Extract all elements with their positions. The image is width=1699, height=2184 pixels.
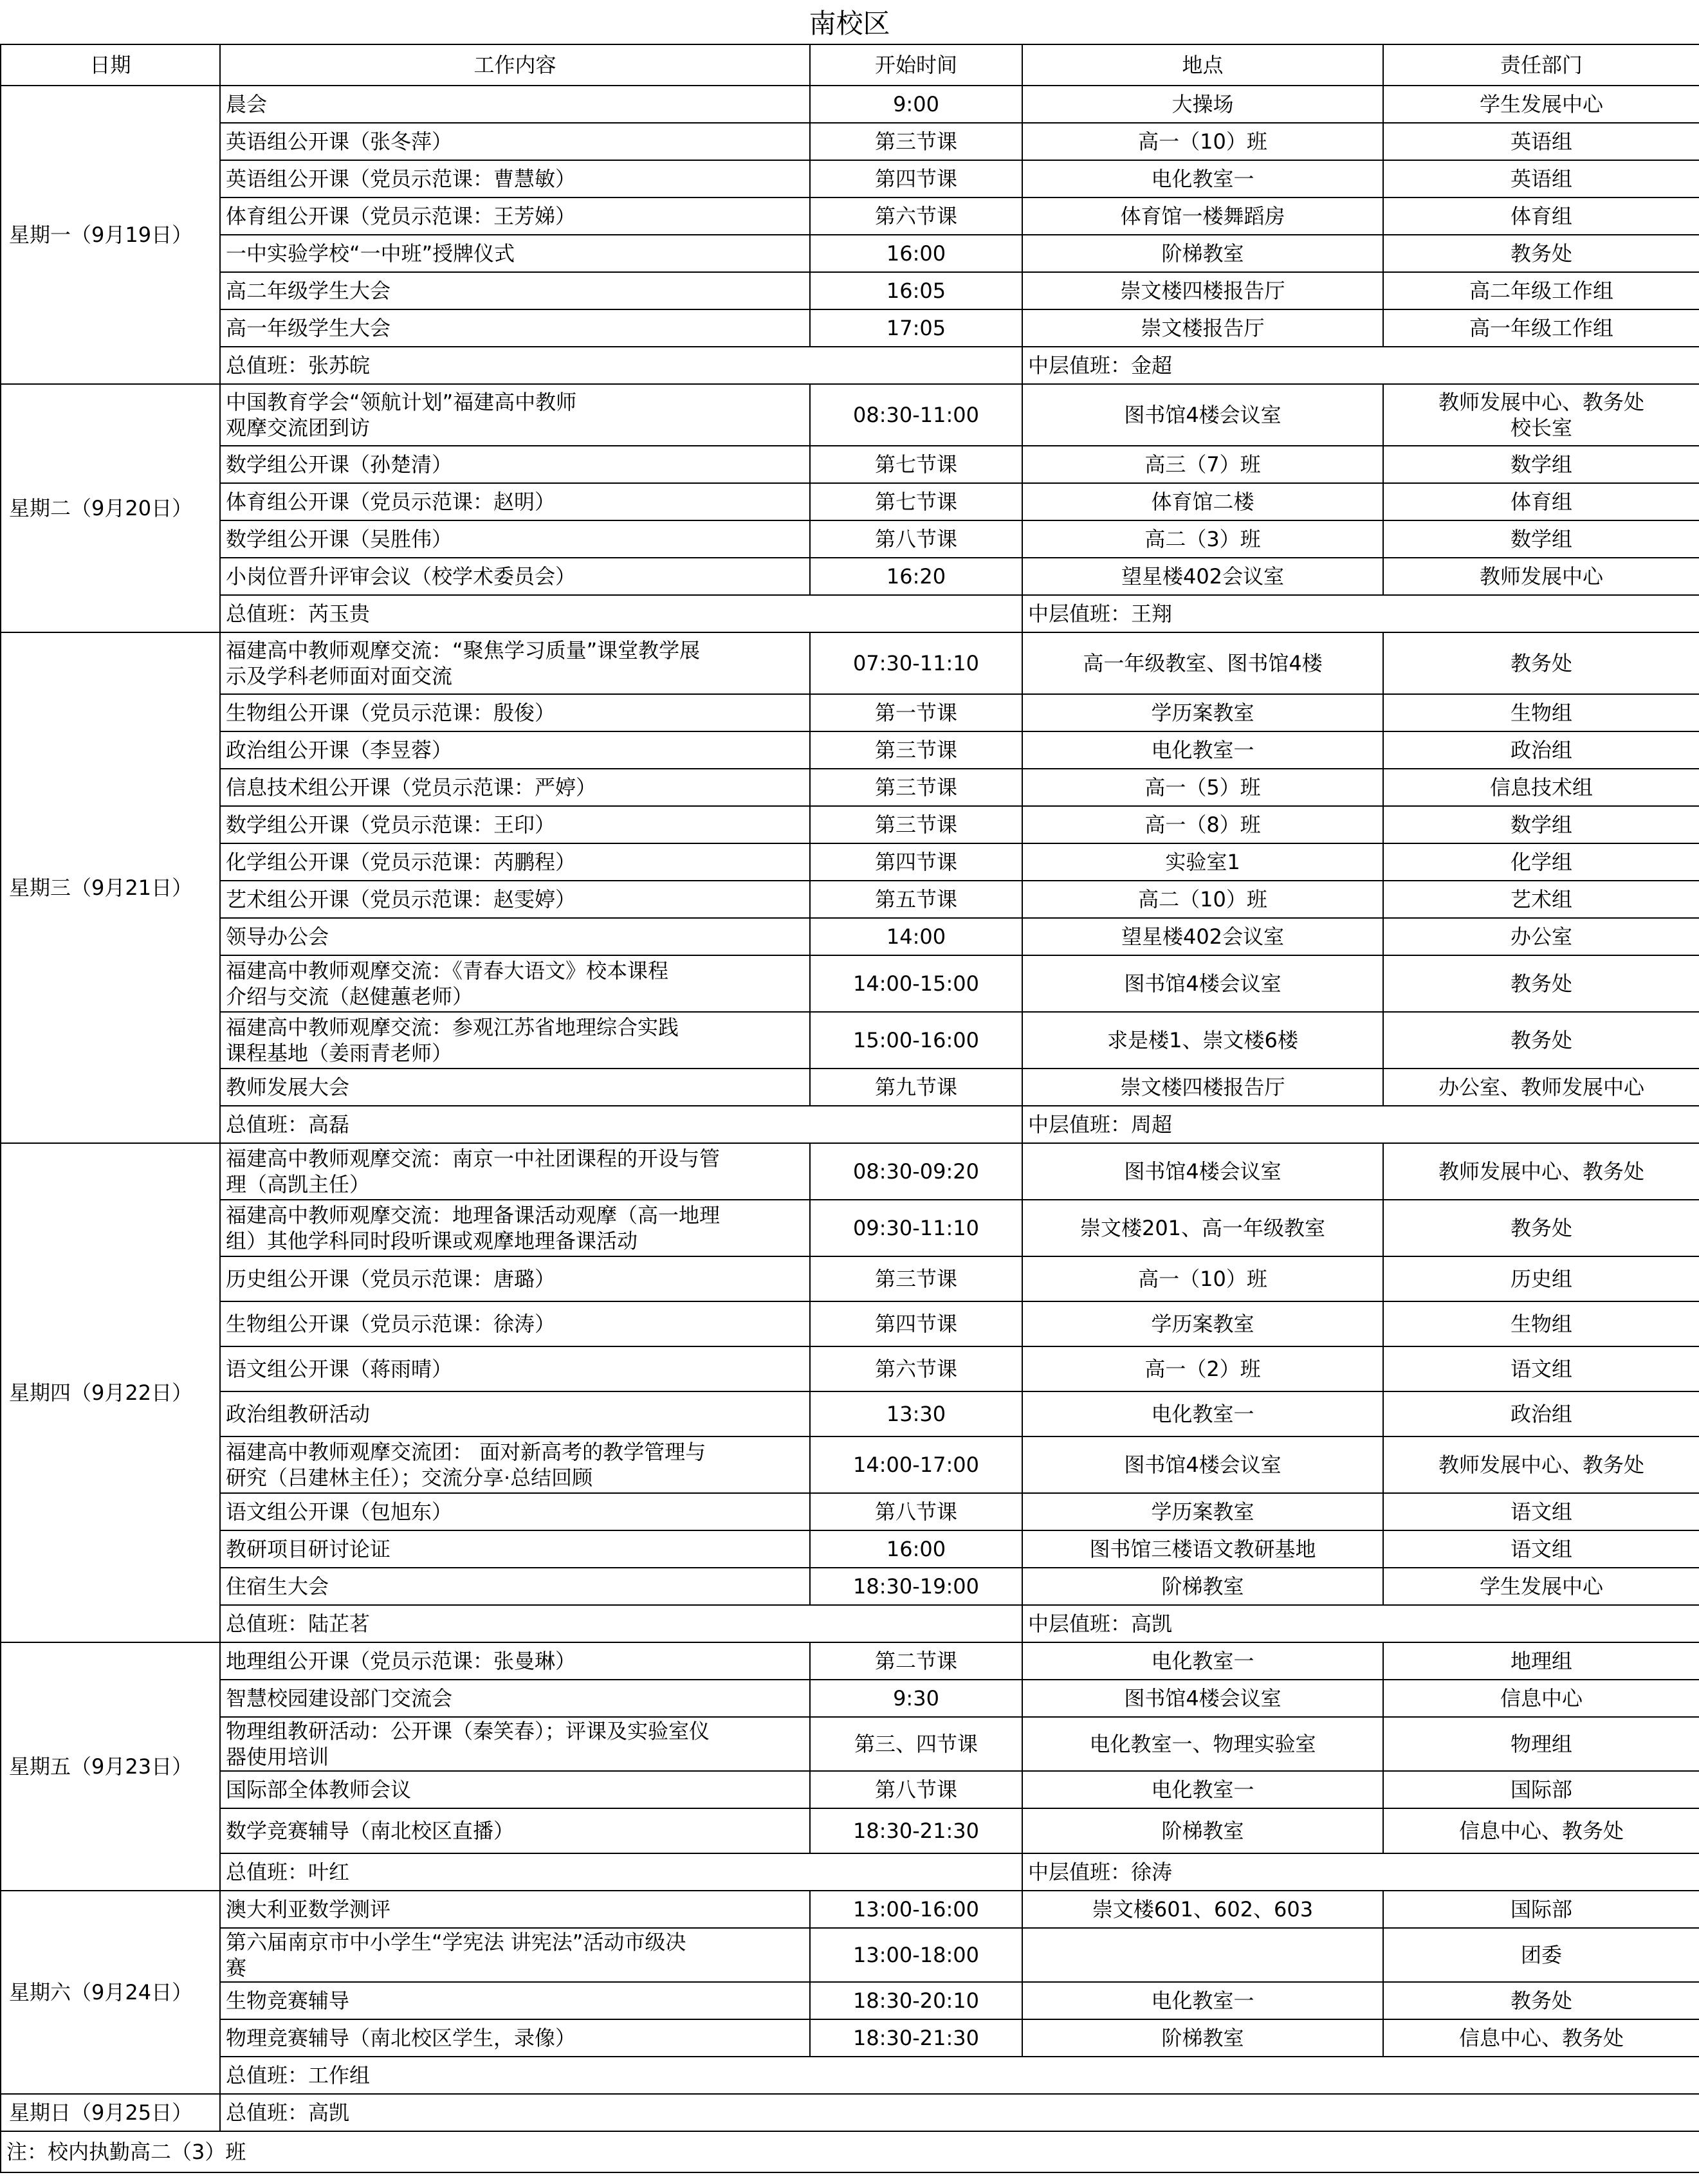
table-row bbox=[1, 731, 1699, 769]
event-time: 08:30-09:20 bbox=[810, 1143, 1022, 1200]
event-dept: 信息中心 bbox=[1383, 1680, 1699, 1717]
event-time: 16:00 bbox=[810, 1530, 1022, 1568]
table-row bbox=[1, 1530, 1699, 1568]
duty-row bbox=[1, 595, 1699, 632]
event-place: 图书馆4楼会议室 bbox=[1022, 384, 1383, 446]
event-dept: 教务处 bbox=[1383, 235, 1699, 272]
event-place: 学历案教室 bbox=[1022, 1301, 1383, 1346]
day-label: 星期六（9月24日） bbox=[1, 1891, 220, 2094]
event-dept: 体育组 bbox=[1383, 197, 1699, 235]
table-row bbox=[1, 1642, 1699, 1680]
event-place: 高一（8）班 bbox=[1022, 806, 1383, 843]
event-place: 电化教室一 bbox=[1022, 1642, 1383, 1680]
table-row bbox=[1, 1069, 1699, 1106]
event-content: 住宿生大会 bbox=[220, 1568, 810, 1605]
schedule-body bbox=[1, 86, 1699, 2131]
table-row bbox=[1, 86, 1699, 123]
event-place: 电化教室一 bbox=[1022, 1771, 1383, 1808]
event-time: 14:00 bbox=[810, 918, 1022, 955]
event-place: 体育馆二楼 bbox=[1022, 483, 1383, 520]
event-time: 第三、四节课 bbox=[810, 1717, 1022, 1771]
table-row bbox=[1, 520, 1699, 558]
event-dept: 办公室、教师发展中心 bbox=[1383, 1069, 1699, 1106]
event-place: 崇文楼报告厅 bbox=[1022, 309, 1383, 347]
event-content: 一中实验学校“一中班”授牌仪式 bbox=[220, 235, 810, 272]
event-dept: 政治组 bbox=[1383, 1391, 1699, 1436]
event-content: 数学竞赛辅导（南北校区直播） bbox=[220, 1808, 810, 1853]
event-time: 第四节课 bbox=[810, 160, 1022, 197]
event-dept: 英语组 bbox=[1383, 123, 1699, 160]
header-row bbox=[1, 44, 1699, 86]
event-dept: 教师发展中心、教务处 校长室 bbox=[1383, 384, 1699, 446]
event-content: 领导办公会 bbox=[220, 918, 810, 955]
day-label: 星期二（9月20日） bbox=[1, 384, 220, 632]
event-content: 第六届南京市中小学生“学宪法 讲宪法”活动市级决 赛 bbox=[220, 1928, 810, 1982]
event-time: 第八节课 bbox=[810, 1771, 1022, 1808]
event-time: 18:30-21:30 bbox=[810, 2019, 1022, 2057]
event-dept: 教务处 bbox=[1383, 1982, 1699, 2019]
event-time: 18:30-20:10 bbox=[810, 1982, 1022, 2019]
duty-middle: 中层值班：周超 bbox=[1022, 1106, 1699, 1143]
header-date: 日期 bbox=[1, 44, 220, 86]
duty-middle: 中层值班：金超 bbox=[1022, 347, 1699, 384]
event-content: 福建高中教师观摩交流：《青春大语文》校本课程 介绍与交流（赵健蕙老师） bbox=[220, 955, 810, 1012]
table-row bbox=[1, 1891, 1699, 1928]
event-content: 福建高中教师观摩交流：参观江苏省地理综合实践 课程基地（姜雨青老师） bbox=[220, 1012, 810, 1069]
table-row bbox=[1, 806, 1699, 843]
event-dept: 语文组 bbox=[1383, 1530, 1699, 1568]
event-place: 学历案教室 bbox=[1022, 694, 1383, 731]
event-content: 澳大利亚数学测评 bbox=[220, 1891, 810, 1928]
header-dept: 责任部门 bbox=[1383, 44, 1699, 86]
event-time: 14:00-15:00 bbox=[810, 955, 1022, 1012]
event-dept: 教师发展中心、教务处 bbox=[1383, 1436, 1699, 1493]
event-place: 高二（3）班 bbox=[1022, 520, 1383, 558]
table-row bbox=[1, 384, 1699, 446]
duty-row bbox=[1, 1605, 1699, 1642]
event-time: 18:30-21:30 bbox=[810, 1808, 1022, 1853]
event-dept: 体育组 bbox=[1383, 483, 1699, 520]
event-place: 崇文楼201、高一年级教室 bbox=[1022, 1200, 1383, 1256]
schedule-table bbox=[0, 44, 1699, 2173]
table-row bbox=[1, 1982, 1699, 2019]
event-content: 英语组公开课（党员示范课：曹慧敏） bbox=[220, 160, 810, 197]
table-row bbox=[1, 1680, 1699, 1717]
event-place: 崇文楼601、602、603 bbox=[1022, 1891, 1383, 1928]
event-place: 电化教室一、物理实验室 bbox=[1022, 1717, 1383, 1771]
table-row bbox=[1, 160, 1699, 197]
table-row bbox=[1, 1808, 1699, 1853]
duty-middle: 中层值班：王翔 bbox=[1022, 595, 1699, 632]
event-place: 高一（5）班 bbox=[1022, 769, 1383, 806]
event-time: 9:00 bbox=[810, 86, 1022, 123]
event-place: 图书馆4楼会议室 bbox=[1022, 1436, 1383, 1493]
table-row bbox=[1, 918, 1699, 955]
day-label: 星期四（9月22日） bbox=[1, 1143, 220, 1642]
table-row bbox=[1, 1301, 1699, 1346]
event-content: 政治组公开课（李昱蓉） bbox=[220, 731, 810, 769]
event-time: 13:00-16:00 bbox=[810, 1891, 1022, 1928]
event-dept: 国际部 bbox=[1383, 1771, 1699, 1808]
event-time: 09:30-11:10 bbox=[810, 1200, 1022, 1256]
event-content: 福建高中教师观摩交流：地理备课活动观摩（高一地理 组）其他学科同时段听课或观摩地理备课活动 bbox=[220, 1200, 810, 1256]
event-dept: 教务处 bbox=[1383, 1200, 1699, 1256]
duty-general: 总值班：张苏皖 bbox=[220, 347, 1022, 384]
event-content: 生物竞赛辅导 bbox=[220, 1982, 810, 2019]
event-time: 13:00-18:00 bbox=[810, 1928, 1022, 1982]
table-row bbox=[1, 235, 1699, 272]
event-content: 化学组公开课（党员示范课：芮鹏程） bbox=[220, 843, 810, 881]
duty-row bbox=[1, 2094, 1699, 2131]
event-place: 图书馆4楼会议室 bbox=[1022, 1143, 1383, 1200]
event-dept: 艺术组 bbox=[1383, 881, 1699, 918]
event-dept: 办公室 bbox=[1383, 918, 1699, 955]
event-content: 信息技术组公开课（党员示范课：严婷） bbox=[220, 769, 810, 806]
duty-general: 总值班：陆芷茗 bbox=[220, 1605, 1022, 1642]
event-dept: 教务处 bbox=[1383, 1012, 1699, 1069]
event-place: 实验室1 bbox=[1022, 843, 1383, 881]
event-time: 16:05 bbox=[810, 272, 1022, 309]
table-row bbox=[1, 558, 1699, 595]
event-content: 福建高中教师观摩交流：“聚焦学习质量”课堂教学展 示及学科老师面对面交流 bbox=[220, 632, 810, 694]
event-content: 中国教育学会“领航计划”福建高中教师 观摩交流团到访 bbox=[220, 384, 810, 446]
table-row bbox=[1, 1200, 1699, 1256]
table-row bbox=[1, 309, 1699, 347]
event-content: 地理组公开课（党员示范课：张曼琳） bbox=[220, 1642, 810, 1680]
event-time: 14:00-17:00 bbox=[810, 1436, 1022, 1493]
event-place: 图书馆三楼语文教研基地 bbox=[1022, 1530, 1383, 1568]
event-dept: 语文组 bbox=[1383, 1493, 1699, 1530]
event-content: 物理组教研活动：公开课（秦笑春）；评课及实验室仪 器使用培训 bbox=[220, 1717, 810, 1771]
event-time: 第七节课 bbox=[810, 483, 1022, 520]
day-label: 星期五（9月23日） bbox=[1, 1642, 220, 1891]
duty-general: 总值班：高凯 bbox=[220, 2094, 1699, 2131]
event-content: 教研项目研讨论证 bbox=[220, 1530, 810, 1568]
event-time: 16:20 bbox=[810, 558, 1022, 595]
event-dept: 高一年级工作组 bbox=[1383, 309, 1699, 347]
event-dept: 学生发展中心 bbox=[1383, 1568, 1699, 1605]
table-row bbox=[1, 1012, 1699, 1069]
duty-general: 总值班：工作组 bbox=[220, 2057, 1699, 2094]
day-label: 星期日（9月25日） bbox=[1, 2094, 220, 2131]
event-place: 阶梯教室 bbox=[1022, 235, 1383, 272]
event-time: 第三节课 bbox=[810, 806, 1022, 843]
event-time: 第四节课 bbox=[810, 843, 1022, 881]
event-dept: 数学组 bbox=[1383, 446, 1699, 483]
table-row bbox=[1, 881, 1699, 918]
event-time: 第三节课 bbox=[810, 731, 1022, 769]
event-time: 第七节课 bbox=[810, 446, 1022, 483]
event-time: 第四节课 bbox=[810, 1301, 1022, 1346]
day-label: 星期一（9月19日） bbox=[1, 86, 220, 384]
day-label: 星期三（9月21日） bbox=[1, 632, 220, 1143]
event-dept: 教务处 bbox=[1383, 632, 1699, 694]
duty-general: 总值班：叶红 bbox=[220, 1853, 1022, 1891]
event-place: 学历案教室 bbox=[1022, 1493, 1383, 1530]
event-content: 语文组公开课（蒋雨晴） bbox=[220, 1346, 810, 1391]
event-dept: 生物组 bbox=[1383, 1301, 1699, 1346]
event-content: 福建高中教师观摩交流团： 面对新高考的教学管理与 研究（吕建林主任）；交流分享·总结回顾 bbox=[220, 1436, 810, 1493]
table-row bbox=[1, 694, 1699, 731]
table-row bbox=[1, 1928, 1699, 1982]
event-place: 图书馆4楼会议室 bbox=[1022, 1680, 1383, 1717]
event-time: 第六节课 bbox=[810, 1346, 1022, 1391]
table-row bbox=[1, 1436, 1699, 1493]
event-content: 福建高中教师观摩交流：南京一中社团课程的开设与管 理（高凯主任） bbox=[220, 1143, 810, 1200]
event-time: 16:00 bbox=[810, 235, 1022, 272]
event-time: 18:30-19:00 bbox=[810, 1568, 1022, 1605]
event-place: 崇文楼四楼报告厅 bbox=[1022, 272, 1383, 309]
event-time: 第八节课 bbox=[810, 1493, 1022, 1530]
table-row bbox=[1, 1256, 1699, 1301]
event-content: 物理竞赛辅导（南北校区学生，录像） bbox=[220, 2019, 810, 2057]
event-dept: 数学组 bbox=[1383, 806, 1699, 843]
event-dept: 物理组 bbox=[1383, 1717, 1699, 1771]
event-content: 国际部全体教师会议 bbox=[220, 1771, 810, 1808]
event-dept: 高二年级工作组 bbox=[1383, 272, 1699, 309]
table-row bbox=[1, 1568, 1699, 1605]
duty-general: 总值班：高磊 bbox=[220, 1106, 1022, 1143]
table-row bbox=[1, 2019, 1699, 2057]
event-content: 艺术组公开课（党员示范课：赵雯婷） bbox=[220, 881, 810, 918]
event-place: 高三（7）班 bbox=[1022, 446, 1383, 483]
table-row bbox=[1, 272, 1699, 309]
event-dept: 数学组 bbox=[1383, 520, 1699, 558]
table-row bbox=[1, 1771, 1699, 1808]
duty-row bbox=[1, 2057, 1699, 2094]
event-time: 15:00-16:00 bbox=[810, 1012, 1022, 1069]
event-place: 电化教室一 bbox=[1022, 1982, 1383, 2019]
table-row bbox=[1, 1493, 1699, 1530]
event-content: 数学组公开课（孙楚清） bbox=[220, 446, 810, 483]
duty-row bbox=[1, 1106, 1699, 1143]
duty-row bbox=[1, 1853, 1699, 1891]
event-content: 生物组公开课（党员示范课：徐涛） bbox=[220, 1301, 810, 1346]
duty-middle: 中层值班：高凯 bbox=[1022, 1605, 1699, 1642]
event-place: 高一（2）班 bbox=[1022, 1346, 1383, 1391]
event-place bbox=[1022, 1928, 1383, 1982]
event-content: 生物组公开课（党员示范课：殷俊） bbox=[220, 694, 810, 731]
event-content: 语文组公开课（包旭东） bbox=[220, 1493, 810, 1530]
event-place: 求是楼1、崇文楼6楼 bbox=[1022, 1012, 1383, 1069]
event-time: 07:30-11:10 bbox=[810, 632, 1022, 694]
event-content: 小岗位晋升评审会议（校学术委员会） bbox=[220, 558, 810, 595]
event-time: 第六节课 bbox=[810, 197, 1022, 235]
table-row bbox=[1, 197, 1699, 235]
event-dept: 教务处 bbox=[1383, 955, 1699, 1012]
header-time: 开始时间 bbox=[810, 44, 1022, 86]
event-place: 阶梯教室 bbox=[1022, 2019, 1383, 2057]
event-place: 阶梯教室 bbox=[1022, 1568, 1383, 1605]
event-dept: 学生发展中心 bbox=[1383, 86, 1699, 123]
event-content: 英语组公开课（张冬萍） bbox=[220, 123, 810, 160]
event-content: 数学组公开课（党员示范课：王印） bbox=[220, 806, 810, 843]
event-dept: 国际部 bbox=[1383, 1891, 1699, 1928]
event-content: 晨会 bbox=[220, 86, 810, 123]
duty-general: 总值班：芮玉贵 bbox=[220, 595, 1022, 632]
table-row bbox=[1, 769, 1699, 806]
event-time: 第五节课 bbox=[810, 881, 1022, 918]
footer-note: 注：校内执勤高二（3）班 bbox=[1, 2131, 1699, 2172]
duty-middle: 中层值班：徐涛 bbox=[1022, 1853, 1699, 1891]
event-place: 图书馆4楼会议室 bbox=[1022, 955, 1383, 1012]
table-row bbox=[1, 1143, 1699, 1200]
event-place: 望星楼402会议室 bbox=[1022, 918, 1383, 955]
event-place: 阶梯教室 bbox=[1022, 1808, 1383, 1853]
event-dept: 团委 bbox=[1383, 1928, 1699, 1982]
event-dept: 信息中心、教务处 bbox=[1383, 1808, 1699, 1853]
table-row bbox=[1, 843, 1699, 881]
event-dept: 信息中心、教务处 bbox=[1383, 2019, 1699, 2057]
table-row bbox=[1, 483, 1699, 520]
event-place: 崇文楼四楼报告厅 bbox=[1022, 1069, 1383, 1106]
event-dept: 教师发展中心 bbox=[1383, 558, 1699, 595]
event-place: 高二（10）班 bbox=[1022, 881, 1383, 918]
event-content: 数学组公开课（吴胜伟） bbox=[220, 520, 810, 558]
event-place: 电化教室一 bbox=[1022, 1391, 1383, 1436]
event-time: 第一节课 bbox=[810, 694, 1022, 731]
event-place: 高一年级教室、图书馆4楼 bbox=[1022, 632, 1383, 694]
event-time: 08:30-11:00 bbox=[810, 384, 1022, 446]
table-row bbox=[1, 955, 1699, 1012]
event-place: 望星楼402会议室 bbox=[1022, 558, 1383, 595]
event-content: 历史组公开课（党员示范课：唐璐） bbox=[220, 1256, 810, 1301]
event-content: 智慧校园建设部门交流会 bbox=[220, 1680, 810, 1717]
duty-row bbox=[1, 347, 1699, 384]
event-place: 大操场 bbox=[1022, 86, 1383, 123]
event-place: 高一（10）班 bbox=[1022, 123, 1383, 160]
event-content: 政治组教研活动 bbox=[220, 1391, 810, 1436]
event-content: 体育组公开课（党员示范课：赵明） bbox=[220, 483, 810, 520]
event-time: 第九节课 bbox=[810, 1069, 1022, 1106]
event-place: 高一（10）班 bbox=[1022, 1256, 1383, 1301]
event-time: 第三节课 bbox=[810, 1256, 1022, 1301]
event-time: 第三节课 bbox=[810, 123, 1022, 160]
table-row bbox=[1, 1346, 1699, 1391]
event-time: 9:30 bbox=[810, 1680, 1022, 1717]
table-row bbox=[1, 1391, 1699, 1436]
table-row bbox=[1, 632, 1699, 694]
header-content: 工作内容 bbox=[220, 44, 810, 86]
event-time: 13:30 bbox=[810, 1391, 1022, 1436]
event-time: 17:05 bbox=[810, 309, 1022, 347]
event-time: 第八节课 bbox=[810, 520, 1022, 558]
page-title: 南校区 bbox=[809, 8, 890, 39]
event-time: 第二节课 bbox=[810, 1642, 1022, 1680]
note-row bbox=[1, 2131, 1699, 2172]
event-content: 教师发展大会 bbox=[220, 1069, 810, 1106]
table-row bbox=[1, 123, 1699, 160]
event-content: 高二年级学生大会 bbox=[220, 272, 810, 309]
event-dept: 英语组 bbox=[1383, 160, 1699, 197]
event-dept: 政治组 bbox=[1383, 731, 1699, 769]
event-content: 体育组公开课（党员示范课：王芳娣） bbox=[220, 197, 810, 235]
event-dept: 历史组 bbox=[1383, 1256, 1699, 1301]
table-row bbox=[1, 1717, 1699, 1771]
event-place: 电化教室一 bbox=[1022, 731, 1383, 769]
event-dept: 生物组 bbox=[1383, 694, 1699, 731]
event-dept: 地理组 bbox=[1383, 1642, 1699, 1680]
event-place: 电化教室一 bbox=[1022, 160, 1383, 197]
event-place: 体育馆一楼舞蹈房 bbox=[1022, 197, 1383, 235]
event-dept: 信息技术组 bbox=[1383, 769, 1699, 806]
event-dept: 化学组 bbox=[1383, 843, 1699, 881]
table-row bbox=[1, 446, 1699, 483]
event-dept: 教师发展中心、教务处 bbox=[1383, 1143, 1699, 1200]
event-content: 高一年级学生大会 bbox=[220, 309, 810, 347]
header-place: 地点 bbox=[1022, 44, 1383, 86]
event-dept: 语文组 bbox=[1383, 1346, 1699, 1391]
event-time: 第三节课 bbox=[810, 769, 1022, 806]
